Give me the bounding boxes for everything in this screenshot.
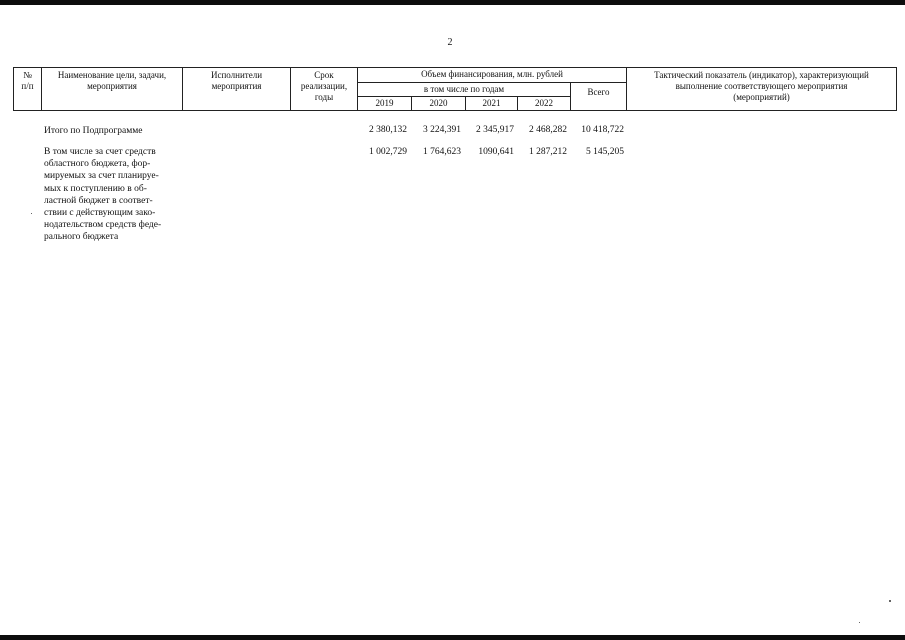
header-name <box>42 70 182 92</box>
page-number: 2 <box>447 37 453 48</box>
cell-2021: 2 345,917 <box>476 125 514 135</box>
header-executors-line: мероприятия <box>211 81 262 91</box>
header-term-line: годы <box>314 92 334 102</box>
header-num <box>14 70 41 92</box>
scan-speck <box>889 600 891 602</box>
cell-2022: 2 468,282 <box>529 125 567 135</box>
header-right-border <box>896 67 897 111</box>
header-year-2022: 2022 <box>535 98 553 108</box>
years-subline <box>357 96 570 97</box>
header-num-line: № <box>23 70 32 80</box>
cell-2019: 2 380,132 <box>369 125 407 135</box>
scan-speck <box>859 622 860 623</box>
header-year-2021: 2021 <box>482 98 501 108</box>
row-label-line: ствии с действующим зако- <box>44 208 156 219</box>
header-term <box>291 70 357 103</box>
cell-2021: 1090,641 <box>478 147 514 157</box>
header-year-2020: 2020 <box>429 98 448 108</box>
header-term-line: Срок <box>314 70 334 80</box>
cell-2019: 1 002,729 <box>369 147 407 157</box>
header-indicator-line: (мероприятий) <box>733 92 790 102</box>
financing-subline <box>357 82 626 83</box>
row-label-line: нодательством средств феде- <box>44 220 162 231</box>
scan-border-top <box>0 0 905 5</box>
header-indicator-line: выполнение соответствующего мероприятия <box>675 81 848 91</box>
row-label-line: рального бюджета <box>44 232 119 243</box>
header-num-line: п/п <box>21 81 34 91</box>
row-label-line: мых к поступлению в об- <box>44 183 147 194</box>
scan-speck <box>31 213 32 214</box>
header-indicator-line: Тактический показатель (индикатор), характеризующий <box>654 70 869 80</box>
header-bottom-border <box>13 110 897 111</box>
header-year-2019: 2019 <box>375 98 394 108</box>
header-name-line: мероприятия <box>87 81 137 91</box>
table-header <box>13 67 897 111</box>
row-label-line: ластной бюджет в соответ- <box>44 195 153 206</box>
cell-total: 10 418,722 <box>581 125 624 135</box>
header-total: Всего <box>587 87 610 97</box>
row-label-total: Итого по Подпрограмме <box>44 126 143 136</box>
row-label-line: мируемых за счет планируе- <box>44 171 159 182</box>
scan-border-bottom <box>0 635 905 640</box>
row-label-line: областного бюджета, фор- <box>44 159 151 170</box>
row-label-line: В том числе за счет средств <box>44 147 156 157</box>
cell-total: 5 145,205 <box>586 147 624 157</box>
header-financing: Объем финансирования, млн. рублей <box>421 69 563 79</box>
cell-2020: 1 764,623 <box>423 147 461 157</box>
header-top-border <box>13 67 897 68</box>
row-label-regional-budget <box>44 146 184 244</box>
header-executors <box>183 70 290 92</box>
header-name-line: Наименование цели, задачи, <box>57 70 167 80</box>
header-term-line: реализации, <box>300 81 348 91</box>
cell-2020: 3 224,391 <box>423 125 461 135</box>
header-indicator <box>627 70 896 103</box>
header-by-years: в том числе по годам <box>423 84 505 94</box>
cell-2022: 1 287,212 <box>529 147 567 157</box>
header-executors-line: Исполнители <box>210 70 263 80</box>
